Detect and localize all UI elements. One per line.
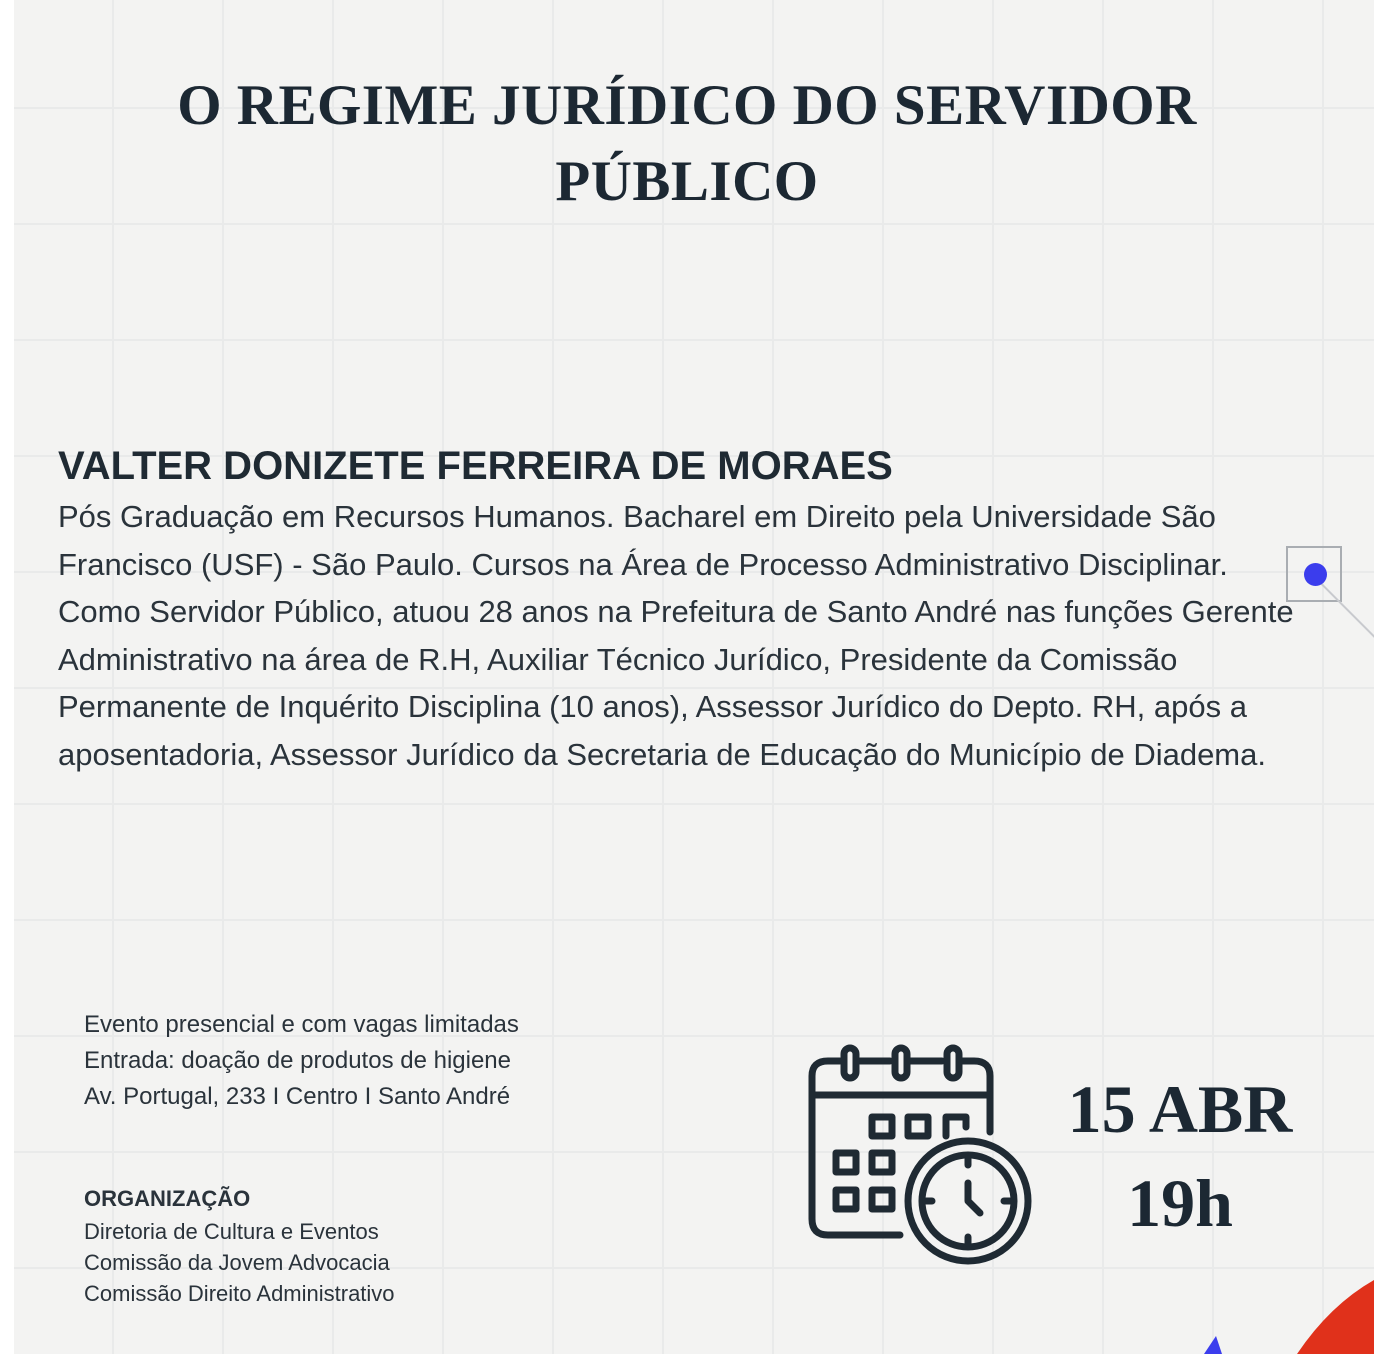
- speaker-name: VALTER DONIZETE FERREIRA DE MORAES: [58, 444, 893, 488]
- speaker-bio: Pós Graduação em Recursos Humanos. Bacharel em Direito pela Universidade São Francisco (USF) - São Paulo. Cursos na Área de Processo Administrativo Disciplinar. Como Servidor Público, atuou 28 anos na Prefeitura de Santo André nas funções Gerente Administrativo na área de R.H, Auxiliar Técnico Jurídico, Presidente da Comissão Permanente de Inquérito Disciplina (10 anos), Assessor Jurídico do Depto. RH, após a aposentadoria, Assessor Jurídico da Secretaria de Educação do Município de Diadema.: [58, 499, 1294, 772]
- decorative-blue-triangle: [1204, 1336, 1222, 1354]
- organization-heading: ORGANIZAÇÃO: [84, 1186, 251, 1211]
- event-address: Av. Portugal, 233 I Centro I Santo André: [84, 1083, 511, 1110]
- decorative-red-shape: [1297, 1280, 1374, 1354]
- event-info-line: Evento presencial e com vagas limitadas: [84, 1011, 519, 1038]
- organization-item: Comissão da Jovem Advocacia: [84, 1250, 390, 1275]
- event-time: 19h: [1127, 1165, 1233, 1241]
- title-line-1: O REGIME JURÍDICO DO SERVIDOR: [177, 74, 1197, 137]
- event-info-line: Entrada: doação de produtos de higiene: [84, 1047, 511, 1074]
- organization-item: Comissão Direito Administrativo: [84, 1281, 395, 1306]
- event-day: 15 ABR: [1067, 1071, 1293, 1147]
- organization-item: Diretoria de Cultura e Eventos: [84, 1219, 379, 1244]
- title-line-2: PÚBLICO: [555, 150, 819, 213]
